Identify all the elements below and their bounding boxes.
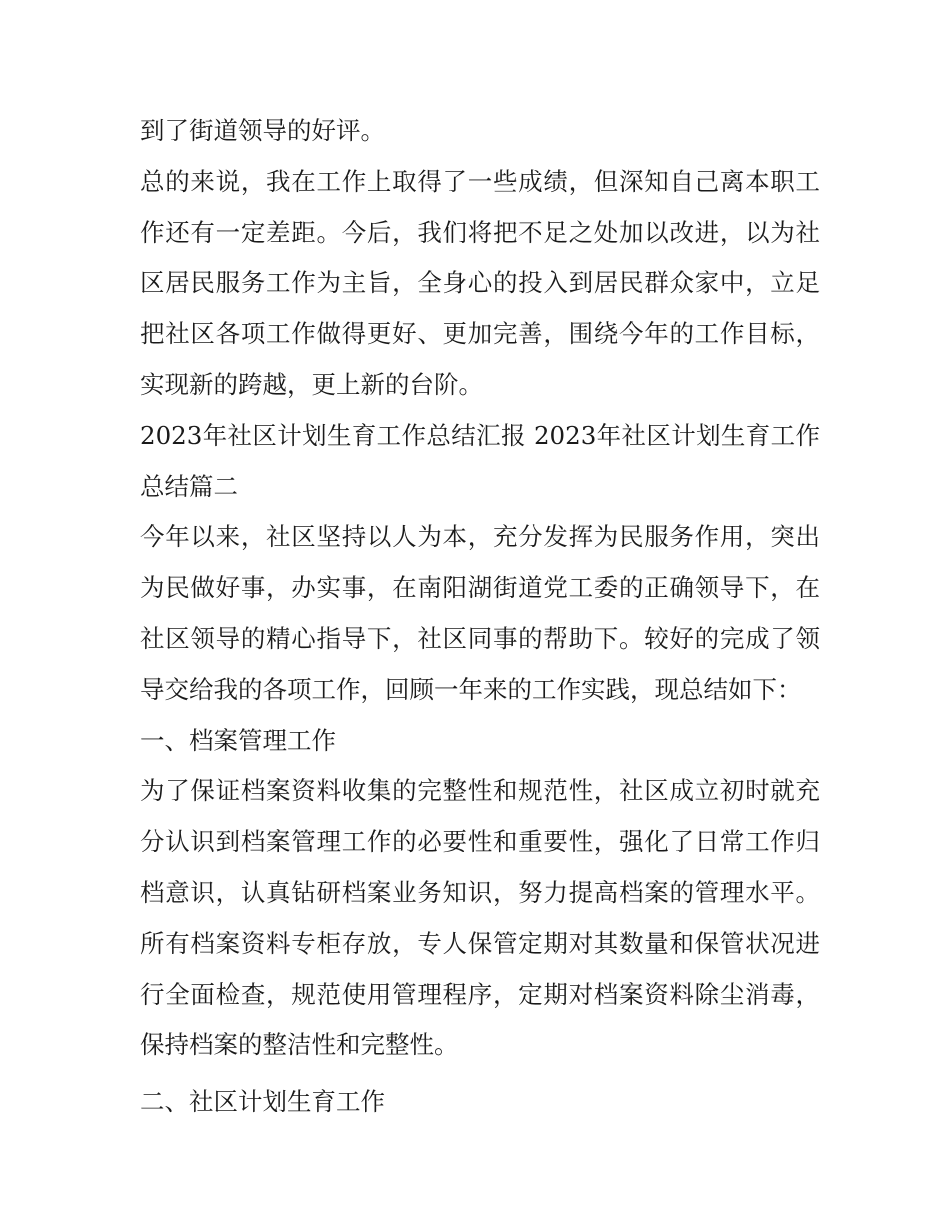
paragraph-closing-line: 到了街道领导的好评。 (140, 116, 385, 145)
document-body (140, 106, 820, 1128)
paragraph-intro: 今年以来，社区坚持以人为本，充分发挥为民服务作用，突出为民做好事，办实事，在南阳湖街道党工委的正确领导下，在社区领导的精心指导下，社区同事的帮助下。较好的完成了领导交给我的各项工作，回顾一年来的工作实践，现总结如下： (140, 522, 820, 704)
section-title: 2023年社区计划生育工作总结汇报 2023年社区计划生育工作总结篇二 (140, 420, 820, 501)
heading-family-planning: 二、社区计划生育工作 (140, 1087, 385, 1117)
paragraph-archive-management: 为了保证档案资料收集的完整性和规范性，社区成立初时就充分认识到档案管理工作的必要性和重要性，强化了日常工作归档意识，认真钻研档案业务知识，努力提高档案的管理水平。所有档案资料专柜存放，专人保管定期对其数量和保管状况进行全面检查，规范使用管理程序，定期对档案资料除尘消毒，保持档案的整洁性和完整性。 (140, 776, 820, 1060)
paragraph-summary: 总的来说，我在工作上取得了一些成绩，但深知自己离本职工作还有一定差距。今后，我们将把不足之处加以改进，以为社区居民服务工作为主旨，全身心的投入到居民群众家中，立足把社区各项工作做得更好、更加完善，围绕今年的工作目标，实现新的跨越，更上新的台阶。 (140, 166, 820, 399)
heading-archive-management: 一、档案管理工作 (140, 725, 336, 755)
